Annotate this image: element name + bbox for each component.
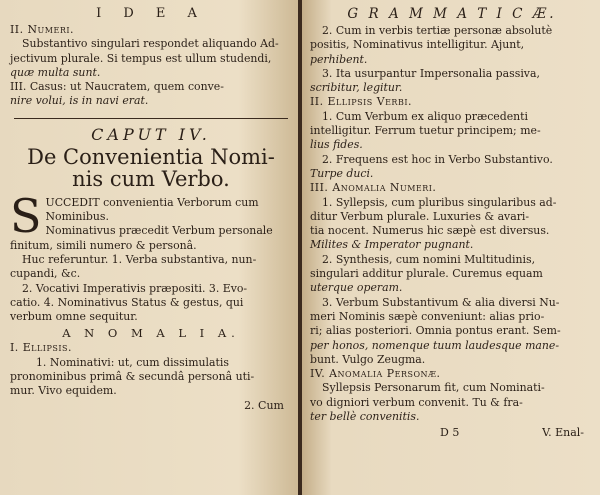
text-line: 1. Cum Verbum ex aliquo præcedenti xyxy=(322,109,529,123)
text-line: catio. 4. Nominativus Status & gestus, qui xyxy=(10,295,244,309)
text-line: Syllepsis Personarum fit, cum Nominati- xyxy=(322,381,545,395)
text-line: 2. Cum in verbis tertiæ personæ absolutè xyxy=(322,24,553,37)
text-line: scribitur, legitur. xyxy=(310,81,403,95)
section-rule xyxy=(14,118,288,119)
chapter-title-line: nis cum Verbo. xyxy=(72,166,230,191)
text-line: 2. Frequens est hoc in Verbo Substantivo. xyxy=(322,152,553,166)
text-line: verbum omne sequitur. xyxy=(10,310,138,324)
chapter-body xyxy=(10,188,292,325)
text-line: finitum, simili numero & personâ. xyxy=(10,238,197,252)
text-line: UCCEDIT convenientia Verborum cum xyxy=(45,195,259,209)
text-line: tia nocent. Numerus hic sæpè est diversus. xyxy=(310,224,550,238)
text-line: lius fides. xyxy=(310,138,363,152)
text-line: meri Nominis sæpè conveniunt: alias prio- xyxy=(310,309,545,323)
text-line: positis, Nominativus intelligitur. Ajunt, xyxy=(310,38,525,52)
text-line: uterque operam. xyxy=(310,281,403,295)
text-line: Milites & Imperator pugnant. xyxy=(310,238,474,252)
page-footer xyxy=(310,426,594,439)
text-line: 1. Nominativi: ut, cum dissimulatis xyxy=(36,355,229,369)
right-page xyxy=(302,0,600,495)
chapter-title xyxy=(10,146,292,190)
text-line: cupandi, &c. xyxy=(10,267,81,281)
text-line: Nominibus. xyxy=(45,210,109,224)
signature-mark: D 5 xyxy=(440,426,460,440)
left-page xyxy=(0,0,298,495)
text-line: mur. Vivo equidem. xyxy=(10,384,117,398)
text-line: II. Ellipsis Verbi. xyxy=(310,95,412,109)
text-line: III. Casus: ut Naucratem, quem conve- xyxy=(10,80,224,94)
section-heading: A N O M A L I A. xyxy=(62,326,240,341)
text-line: 2. Synthesis, cum nomini Multitudinis, xyxy=(322,252,536,266)
text-line: intelligitur. Ferrum tuetur principem; me- xyxy=(310,124,541,138)
text-line: Substantivo singulari respondet aliquando Ad- xyxy=(22,37,279,51)
running-head-right: G R A M M A T I C Æ. xyxy=(347,6,557,22)
text-line: Turpe duci. xyxy=(310,166,374,180)
text-line: ditur Verbum plurale. Luxuries & avari- xyxy=(310,209,530,223)
text-line: nire volui, is in navi erat. xyxy=(10,94,149,108)
text-line: bunt. Vulgo Zeugma. xyxy=(310,352,426,366)
text-line: I. Ellipsis. xyxy=(10,341,72,355)
text-line: ter bellè convenitis. xyxy=(310,410,420,424)
text-line: per honos, nomenque tuum laudesque mane- xyxy=(310,338,560,352)
text-line: Nominativus præcedit Verbum personale xyxy=(45,224,273,238)
catchword: 2. Cum xyxy=(244,398,284,412)
text-line: Huc referuntur. 1. Verba substantiva, nun- xyxy=(22,252,257,266)
chapter-number: CAPUT IV. xyxy=(91,124,211,144)
text-line: III. Anomalia Numeri. xyxy=(310,181,437,195)
text-line: jectivum plurale. Si tempus est ullum studendi, xyxy=(10,51,272,65)
drop-cap: S xyxy=(10,188,42,243)
catchword: V. Enal- xyxy=(542,426,584,440)
running-head-left: I D E A xyxy=(96,6,206,21)
text-line: 3. Verbum Substantivum & alia diversi Nu- xyxy=(322,295,560,309)
text-line: singulari additur plurale. Curemus equam xyxy=(310,267,543,281)
text-line: perhibent. xyxy=(310,52,368,66)
text-line: quæ multa sunt. xyxy=(10,65,101,79)
text-line: IV. Anomalia Personæ. xyxy=(310,367,441,381)
chapter-title-line: De Convenientia Nomi- xyxy=(27,144,275,169)
text-line: 3. Ita usurpantur Impersonalia passiva, xyxy=(322,66,540,80)
text-line: pronominibus primâ & secundâ personâ uti- xyxy=(10,370,255,384)
text-line: 2. Vocativi Imperativis præpositi. 3. Evo- xyxy=(22,281,248,295)
text-line: II. Numeri. xyxy=(10,23,74,36)
text-line: vo digniori verbum convenit. Tu & fra- xyxy=(310,395,523,409)
text-line: ri; alias posteriori. Omnia pontus erant. Sem- xyxy=(310,324,561,338)
text-line: 1. Syllepsis, cum pluribus singularibus ad- xyxy=(322,195,557,209)
